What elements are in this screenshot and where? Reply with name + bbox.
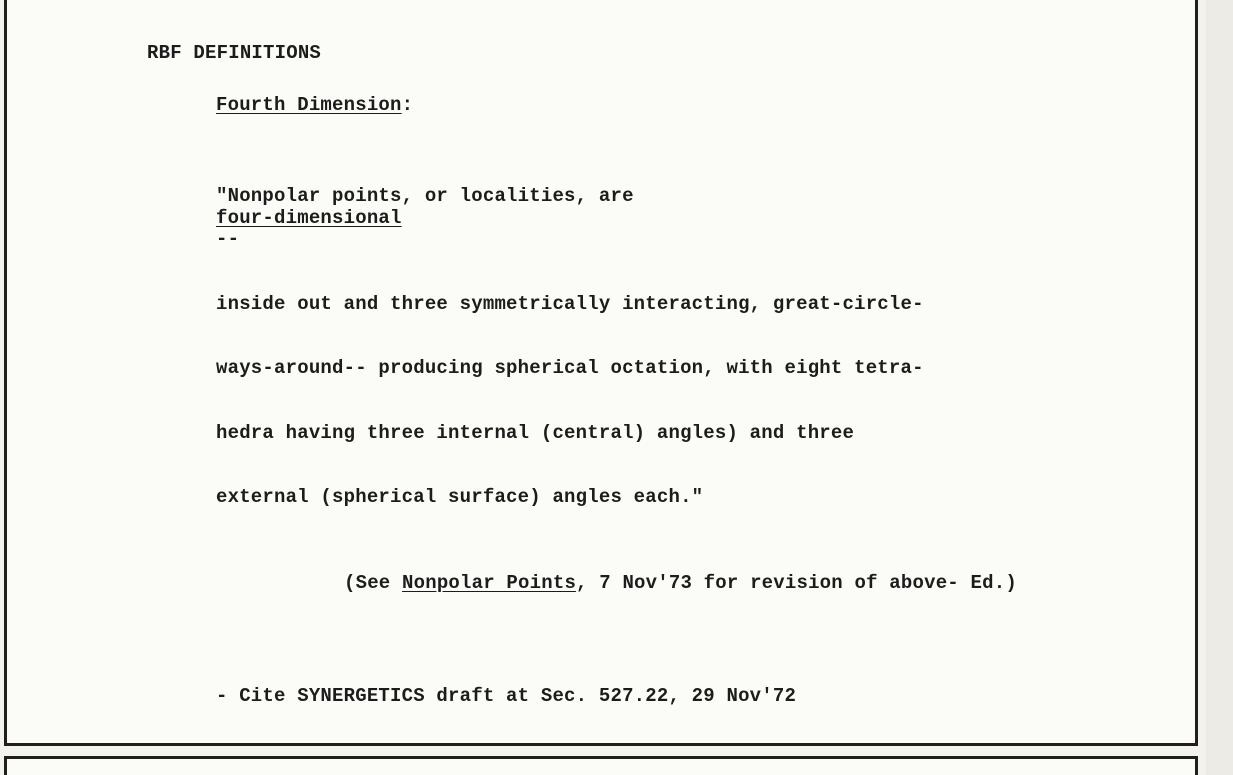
definition-quote <box>216 143 924 530</box>
quote-line-4: hedra having three internal (central) angles) and three <box>216 421 855 444</box>
term-heading <box>216 94 413 116</box>
next-card-edge <box>4 756 1198 775</box>
term-title: Fourth Dimension <box>216 94 402 116</box>
see-also-note <box>344 572 1017 594</box>
quote-line-5: external (spherical surface) angles each." <box>216 486 704 508</box>
quote-line-1-start: "Nonpolar points, or localities, are <box>216 185 646 207</box>
term-colon: : <box>401 94 414 116</box>
quote-underlined-term: four-dimensional <box>216 206 402 229</box>
quote-line-2: inside out and three symmetrically interacting, great-circle- <box>216 292 924 315</box>
quote-line-1-end: -- <box>216 228 240 250</box>
page-margin <box>1206 0 1233 775</box>
quote-line-1 <box>216 186 924 251</box>
see-suffix: , 7 Nov'73 for revision of above- Ed.) <box>576 572 1017 594</box>
quote-line-3: ways-around-- producing spherical octation, with eight tetra- <box>216 357 924 379</box>
see-reference: Nonpolar Points <box>402 572 577 594</box>
citation-line: - Cite SYNERGETICS draft at Sec. 527.22, 29 Nov'72 <box>216 685 797 707</box>
card-header: RBF DEFINITIONS <box>147 42 322 64</box>
see-prefix: (See <box>344 572 403 594</box>
